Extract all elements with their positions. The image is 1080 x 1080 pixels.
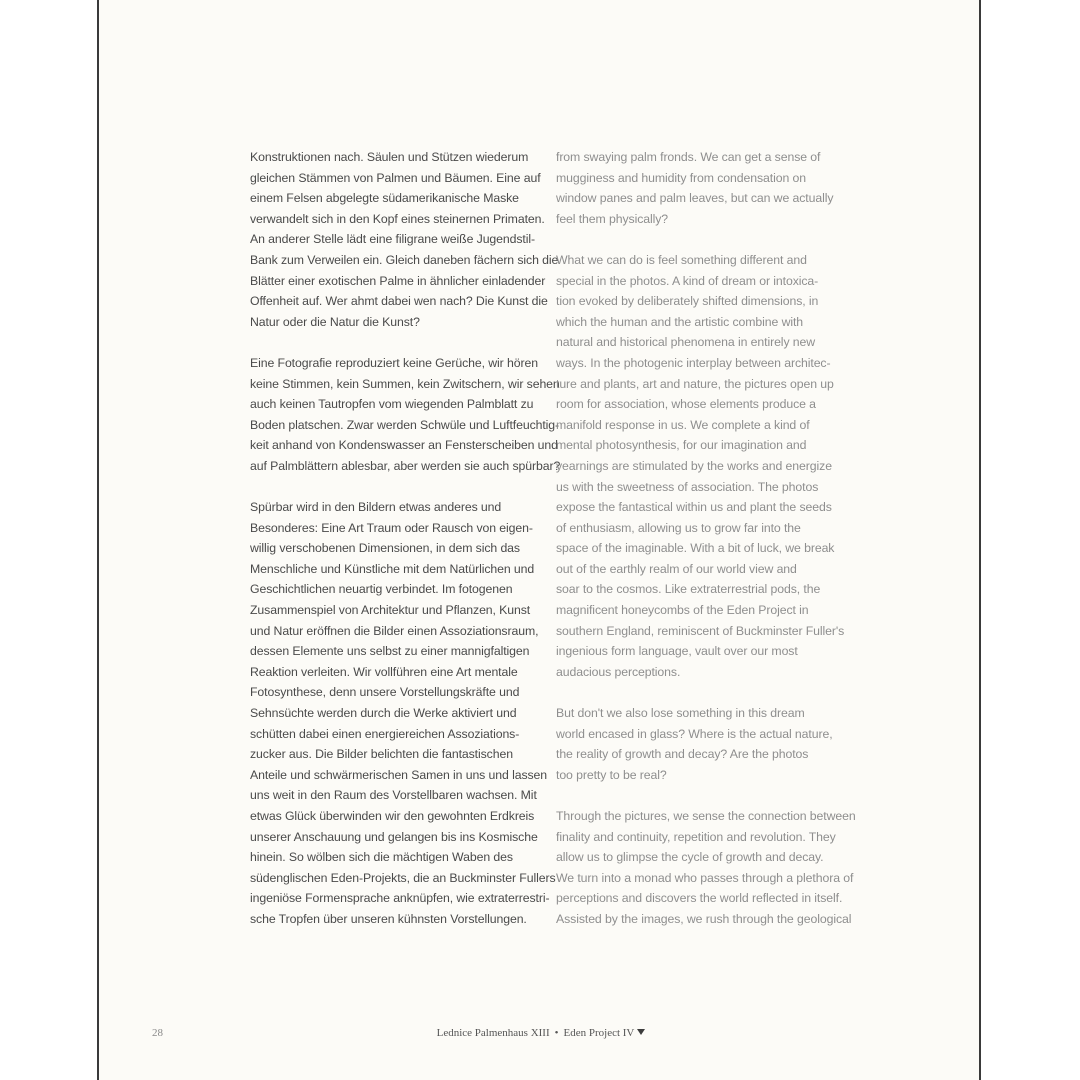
text-line: gleichen Stämmen von Palmen und Bäumen. Eine auf <box>250 170 541 185</box>
text-line: Through the pictures, we sense the connection between <box>556 809 856 823</box>
text-line: mugginess and humidity from condensation on <box>556 170 806 185</box>
text-line: the reality of growth and decay? Are the photos <box>556 747 809 762</box>
text-line: window panes and palm leaves, but can we actually <box>556 191 834 206</box>
text-line: verwandelt sich in den Kopf eines steinernen Primaten. <box>250 211 545 226</box>
text-line: unserer Anschauung und gelangen bis ins Kosmische <box>250 829 538 844</box>
text-line: manifold response in us. We complete a kind of <box>556 417 810 432</box>
text-line: ingenious form language, vault over our most <box>556 644 798 659</box>
paragraph <box>556 806 856 930</box>
text-line: Menschliche und Künstliche mit dem Natürlichen und <box>250 561 535 576</box>
text-line: Boden platschen. Zwar werden Schwüle und Luftfeuchtig- <box>250 417 560 432</box>
text-line: us with the sweetness of association. The photos <box>556 479 819 494</box>
text-line: keine Stimmen, kein Summen, kein Zwitschern, wir sehen <box>250 376 560 391</box>
text-line: soar to the cosmos. Like extraterrestrial pods, the <box>556 582 821 597</box>
text-line: schütten dabei einen energiereichen Assoziations- <box>250 726 520 741</box>
triangle-down-icon <box>637 1029 645 1035</box>
text-line: Fotosynthese, denn unsere Vorstellungskräfte und <box>250 685 520 700</box>
paragraph <box>556 250 845 682</box>
text-line: from swaying palm fronds. We can get a sense of <box>556 150 821 164</box>
paragraph <box>250 147 559 332</box>
text-line: special in the photos. A kind of dream or intoxica- <box>556 273 819 288</box>
paragraph <box>556 703 836 785</box>
text-line: auch keinen Tautropfen vom wiegenden Palmblatt zu <box>250 397 534 412</box>
text-line: southern England, reminiscent of Buckminster Fuller's <box>556 623 845 638</box>
text-line: Besonderes: Eine Art Traum oder Rausch von eigen- <box>250 520 533 535</box>
text-line: Spürbar wird in den Bildern etwas anderes und <box>250 500 502 515</box>
text-line: audacious perceptions. <box>556 664 681 679</box>
text-line: Eine Fotografie reproduziert keine Gerüche, wir hören <box>250 355 538 370</box>
text-line: ways. In the photogenic interplay between architec- <box>556 355 831 370</box>
text-line: What we can do is feel something different and <box>556 252 807 267</box>
german-text-column <box>250 147 561 950</box>
text-line: keit anhand von Kondenswasser an Fensterscheiben und <box>250 438 558 453</box>
text-line: of enthusiasm, allowing us to grow far into the <box>556 520 801 535</box>
english-text-column <box>556 147 856 950</box>
text-line: etwas Glück überwinden wir den gewohnten Erdkreis <box>250 809 535 823</box>
text-line: dessen Elemente uns selbst zu einer mannigfaltigen <box>250 644 530 659</box>
text-line: zucker aus. Die Bilder belichten die fantastischen <box>250 747 513 762</box>
text-line: Reaktion verleiten. Wir vollführen eine Art mentale <box>250 664 518 679</box>
footer-separator: • <box>554 1027 559 1039</box>
text-line: world encased in glass? Where is the actual nature, <box>556 726 833 741</box>
text-line: tion evoked by deliberately shifted dimensions, in <box>556 294 819 309</box>
running-footer <box>99 1027 983 1039</box>
text-line: Assisted by the images, we rush through the geological <box>556 911 852 926</box>
text-line: too pretty to be real? <box>556 767 667 782</box>
text-line: yearnings are stimulated by the works and energize <box>556 458 832 473</box>
text-line: Natur oder die Natur die Kunst? <box>250 314 420 329</box>
paragraph <box>250 353 561 477</box>
text-line: südenglischen Eden-Projekts, die an Buckminster Fullers <box>250 870 556 885</box>
text-line: allow us to glimpse the cycle of growth and decay. <box>556 850 824 865</box>
text-line: Konstruktionen nach. Säulen und Stützen wiederum <box>250 150 529 164</box>
text-line: ture and plants, art and nature, the pictures open up <box>556 376 834 391</box>
text-line: uns weit in den Raum des Vorstellbaren wachsen. Mit <box>250 788 537 803</box>
text-line: out of the earthly realm of our world view and <box>556 561 797 576</box>
book-page <box>97 0 981 1080</box>
text-line: Sehnsüchte werden durch die Werke aktiviert und <box>250 706 517 721</box>
text-line: magnificent honeycombs of the Eden Project in <box>556 603 809 618</box>
paragraph <box>250 497 556 929</box>
text-line: natural and historical phenomena in entirely new <box>556 335 816 350</box>
text-line: which the human and the artistic combine with <box>556 314 804 329</box>
text-line: sche Tropfen über unseren kühnsten Vorstellungen. <box>250 911 527 926</box>
text-line: ingeniöse Formensprache anknüpfen, wie extraterrestri- <box>250 891 550 906</box>
text-line: Offenheit auf. Wer ahmt dabei wen nach? Die Kunst die <box>250 294 548 309</box>
text-line: hinein. So wölben sich die mächtigen Waben des <box>250 850 513 865</box>
text-line: finality and continuity, repetition and revolution. They <box>556 829 836 844</box>
page-number: 28 <box>152 1027 163 1039</box>
paragraph <box>556 147 836 229</box>
text-line: feel them physically? <box>556 211 669 226</box>
text-line: Bank zum Verweilen ein. Gleich daneben fächern sich die <box>250 252 559 267</box>
text-line: perceptions and discovers the world reflected in itself. <box>556 891 843 906</box>
text-line: Zusammenspiel von Architektur und Pflanzen, Kunst <box>250 603 531 618</box>
text-line: auf Palmblättern ablesbar, aber werden sie auch spürbar? <box>250 458 561 473</box>
text-line: Anteile und schwärmerischen Samen in uns und lassen <box>250 767 548 782</box>
text-line: An anderer Stelle lädt eine filigrane weiße Jugendstil- <box>250 232 536 247</box>
text-line: und Natur eröffnen die Bilder einen Assoziationsraum, <box>250 623 539 638</box>
text-line: Blätter einer exotischen Palme in ähnlicher einladender <box>250 273 546 288</box>
text-line: But don't we also lose something in this dream <box>556 706 805 721</box>
text-line: expose the fantastical within us and plant the seeds <box>556 500 832 515</box>
text-line: Geschichtlichen neuartig verbindet. Im fotogenen <box>250 582 513 597</box>
footer-title-part2: Eden Project IV <box>563 1027 635 1039</box>
text-line: room for association, whose elements produce a <box>556 397 816 412</box>
text-line: space of the imaginable. With a bit of luck, we break <box>556 541 835 556</box>
text-line: willig verschobenen Dimensionen, in dem sich das <box>250 541 520 556</box>
text-line: einem Felsen abgelegte südamerikanische Maske <box>250 191 519 206</box>
footer-title-part1: Lednice Palmenhaus XIII <box>436 1027 550 1039</box>
text-line: mental photosynthesis, for our imagination and <box>556 438 807 453</box>
text-line: We turn into a monad who passes through a plethora of <box>556 870 854 885</box>
